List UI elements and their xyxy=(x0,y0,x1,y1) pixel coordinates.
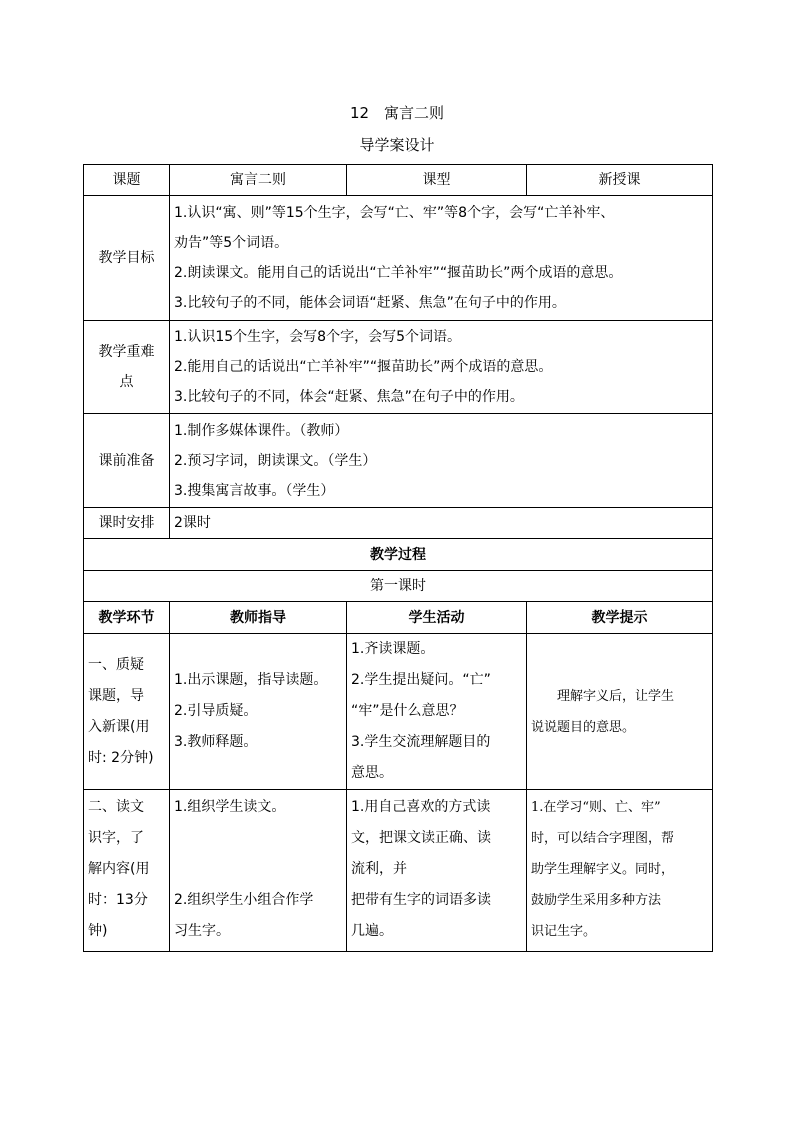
objective-line: 3.比较句子的不同，能体会词语“赶紧、焦急”在句子中的作用。 xyxy=(174,295,566,311)
step-teacher xyxy=(170,634,347,790)
keypoints-label-line: 点 xyxy=(119,374,134,390)
table-row-step-1 xyxy=(84,634,713,790)
tip-line: 1.在学习“则、亡、牢” xyxy=(531,800,661,815)
tip-line: 说说题目的意思。 xyxy=(531,719,636,735)
table-row-schedule xyxy=(84,508,713,539)
step-student xyxy=(347,634,527,790)
teacher-line: 习生字。 xyxy=(174,923,230,939)
keypoint-line: 3.比较句子的不同，体会“赶紧、焦急”在句子中的作用。 xyxy=(174,389,524,405)
table-row-step-2 xyxy=(84,790,713,952)
schedule-label: 课时安排 xyxy=(84,508,170,539)
tip-line: 识记生字。 xyxy=(531,924,597,939)
teacher-line: 3.教师释题。 xyxy=(174,734,258,750)
header-teacher: 教师指导 xyxy=(170,602,347,634)
tip-line: 理解字义后，让学生 xyxy=(557,688,675,704)
step-teacher xyxy=(170,790,347,952)
step-stage xyxy=(84,790,170,952)
step-stage xyxy=(84,634,170,790)
table-row-lesson-title xyxy=(84,571,713,602)
student-line: 3.学生交流理解题目的 xyxy=(351,734,491,750)
objectives-content xyxy=(170,196,713,321)
stage-line: 识字，了 xyxy=(88,830,144,846)
objective-line: 劝告”等5个词语。 xyxy=(174,235,289,251)
objective-line: 2.朗读课文。能用自己的话说出“亡羊补牢”“揠苗助长”两个成语的意思。 xyxy=(174,265,623,281)
header-tips: 教学提示 xyxy=(527,602,713,634)
stage-line: 课题，导 xyxy=(88,687,144,704)
objectives-label: 教学目标 xyxy=(84,196,170,321)
stage-line: 一、质疑 xyxy=(88,656,144,673)
keypoint-line: 2.能用自己的话说出“亡羊补牢”“揠苗助长”两个成语的意思。 xyxy=(174,359,553,375)
table-row-process-headers xyxy=(84,602,713,634)
student-line: 流利，并 xyxy=(351,861,407,877)
stage-line: 入新课(用 xyxy=(88,718,150,735)
type-value: 新授课 xyxy=(527,165,713,196)
keypoints-label xyxy=(84,321,170,414)
keypoint-line: 1.认识15个生字，会写8个字，会写5个词语。 xyxy=(174,329,461,345)
preparation-line: 1.制作多媒体课件。（教师） xyxy=(174,422,349,439)
schedule-value: 2课时 xyxy=(170,508,713,539)
step-tips xyxy=(527,634,713,790)
spacer xyxy=(174,854,342,885)
header-stage: 教学环节 xyxy=(84,602,170,634)
teacher-line: 2.组织学生小组合作学 xyxy=(174,892,314,908)
lesson-title: 第一课时 xyxy=(84,571,713,602)
keypoints-content xyxy=(170,321,713,414)
table-row-process-title xyxy=(84,539,713,571)
preparation-label: 课前准备 xyxy=(84,414,170,508)
student-line: “牢”是什么意思？ xyxy=(351,703,464,719)
student-line: 把带有生字的词语多读 xyxy=(351,892,491,908)
tip-line: 助学生理解字义。同时， xyxy=(531,862,675,877)
stage-line: 二、读文 xyxy=(88,799,144,815)
tip-line: 鼓励学生采用多种方法 xyxy=(531,893,662,908)
process-title: 教学过程 xyxy=(84,539,713,571)
table-row-preparation xyxy=(84,414,713,508)
student-line: 意思。 xyxy=(351,765,393,781)
objective-line: 1.认识“寓、则”等15个生字，会写“亡、牢”等8个字，会写“亡羊补牢、 xyxy=(174,205,615,221)
header-student: 学生活动 xyxy=(347,602,527,634)
label-topic: 课题 xyxy=(84,165,170,196)
teacher-line: 1.出示课题，指导读题。 xyxy=(174,672,328,688)
step-student xyxy=(347,790,527,952)
student-line: 1.用自己喜欢的方式读 xyxy=(351,799,491,815)
stage-line: 时：13分 xyxy=(88,892,148,908)
document-subtitle: 导学案设计 xyxy=(359,136,435,154)
teacher-line: 2.引导质疑。 xyxy=(174,703,258,719)
table-row-objectives xyxy=(84,196,713,321)
teacher-line: 1.组织学生读文。 xyxy=(174,799,286,815)
student-line: 2.学生提出疑问。“亡” xyxy=(351,672,491,688)
table-row-keypoints xyxy=(84,321,713,414)
label-type: 课型 xyxy=(347,165,527,196)
table-row-header xyxy=(84,165,713,196)
student-line: 几遍。 xyxy=(351,923,393,939)
document-title: 12 寓言二则 xyxy=(349,104,445,122)
stage-line: 解内容(用 xyxy=(88,861,150,877)
preparation-line: 3.搜集寓言故事。（学生） xyxy=(174,482,335,499)
keypoints-label-line: 教学重难 xyxy=(98,344,155,360)
preparation-content xyxy=(170,414,713,508)
step-tips xyxy=(527,790,713,952)
tip-line: 时，可以结合字理图，帮 xyxy=(531,831,675,846)
student-line: 文，把课文读正确、读 xyxy=(351,830,491,846)
lesson-plan-table xyxy=(83,164,713,952)
stage-line: 时: 2分钟) xyxy=(88,749,154,766)
preparation-line: 2.预习字词，朗读课文。（学生） xyxy=(174,452,377,469)
topic-value: 寓言二则 xyxy=(170,165,347,196)
stage-line: 钟) xyxy=(88,923,108,939)
spacer xyxy=(174,823,342,854)
student-line: 1.齐读课题。 xyxy=(351,641,435,657)
